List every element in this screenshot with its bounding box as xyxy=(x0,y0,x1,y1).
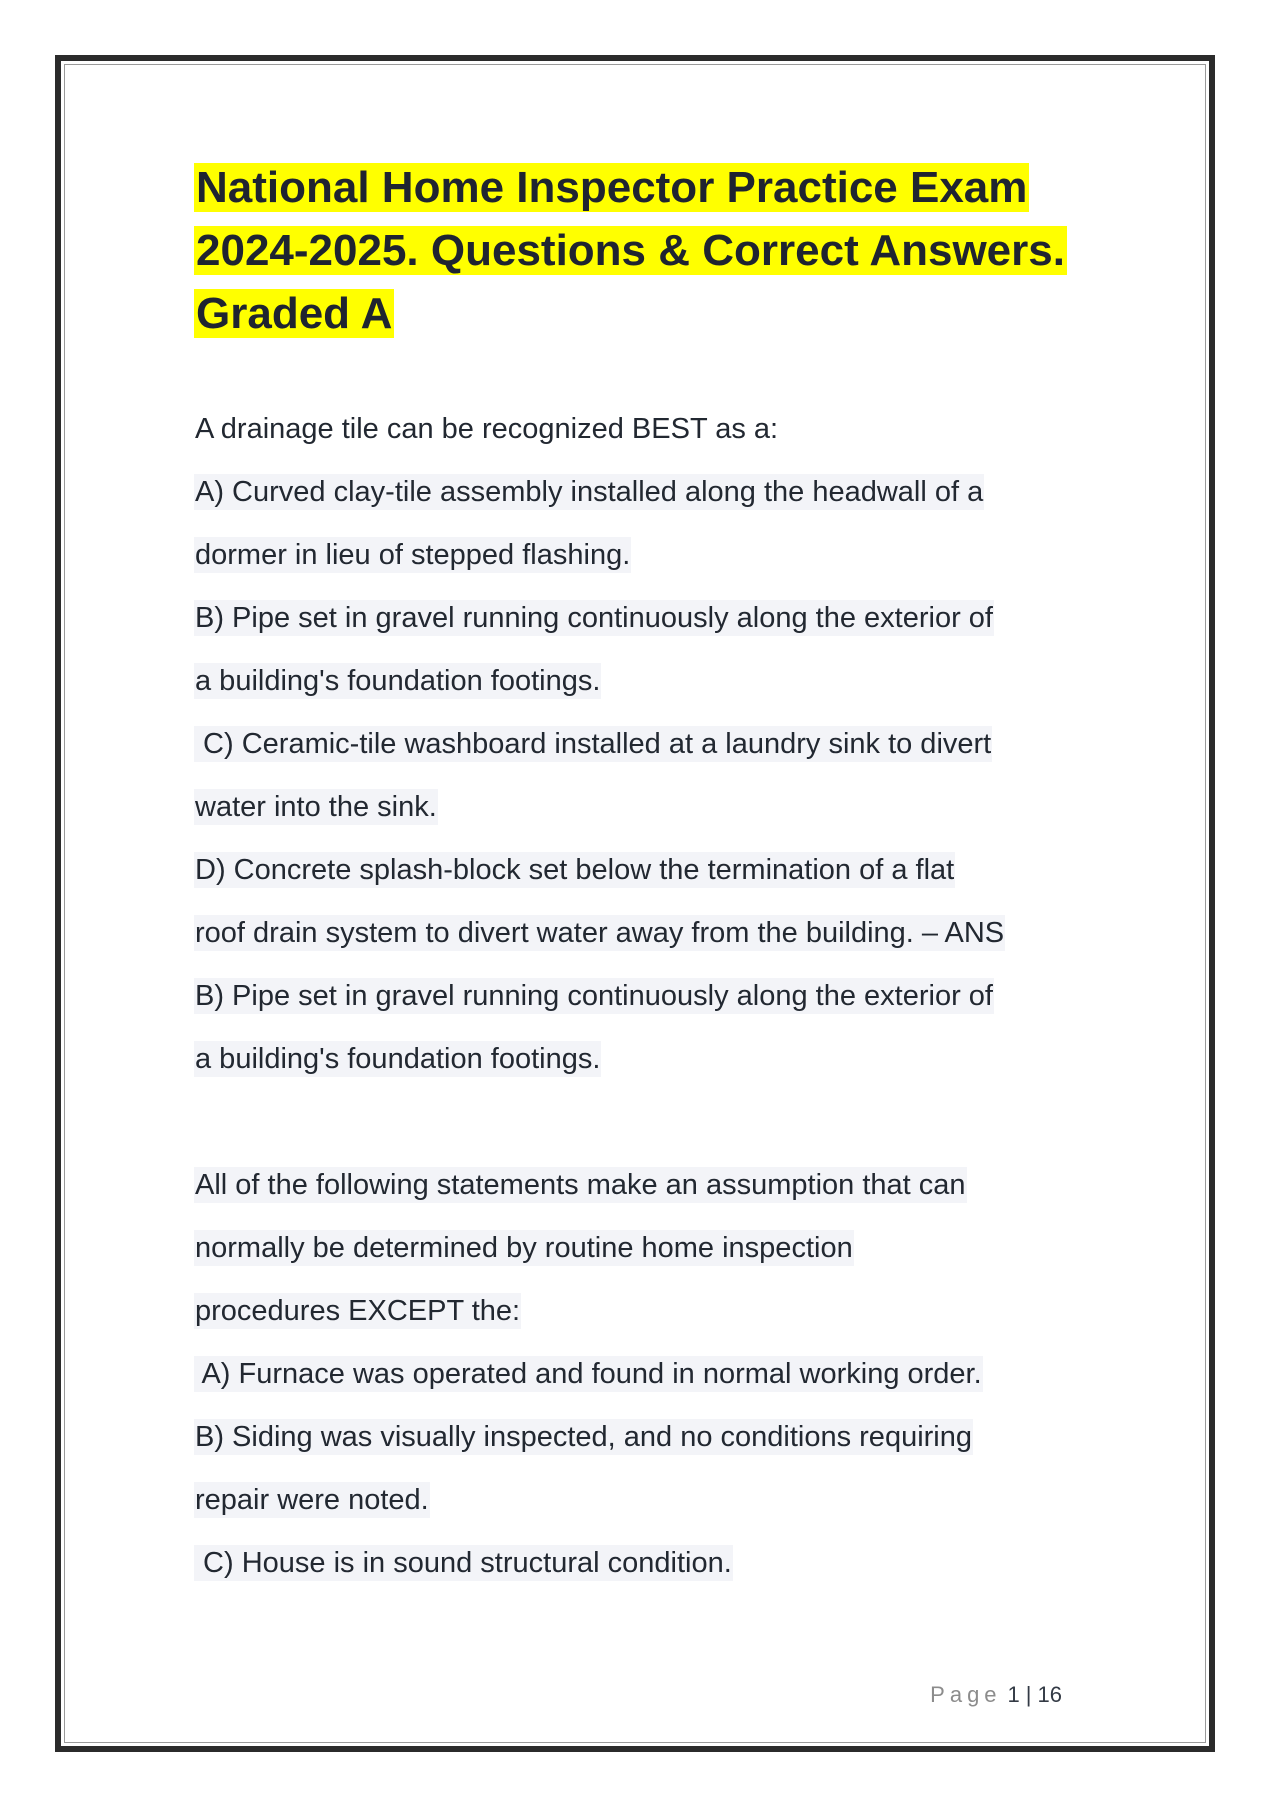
title-line-1: National Home Inspector Practice Exam xyxy=(196,163,1028,212)
question-1-line xyxy=(194,524,1094,587)
question-1-stem: A drainage tile can be recognized BEST as a: xyxy=(195,413,779,445)
option-a: A) Curved clay-tile assembly installed along the headwall of a xyxy=(195,476,984,508)
question-2 xyxy=(194,1154,1094,1595)
question-2-line xyxy=(194,1154,1094,1217)
question-2-stem: All of the following statements make an assumption that can xyxy=(195,1169,966,1201)
option-a-cont: dormer in lieu of stepped flashing. xyxy=(195,539,631,571)
question-1-line xyxy=(194,902,1094,965)
option-b: B) Pipe set in gravel running continuously along the exterior of xyxy=(195,602,993,634)
question-1-line xyxy=(194,461,1094,524)
answer: B) Pipe set in gravel running continuously along the exterior of xyxy=(195,980,993,1012)
total-pages: 16 xyxy=(1037,1682,1062,1707)
question-1-line xyxy=(194,587,1094,650)
question-1-line xyxy=(194,776,1094,839)
page-label: Page xyxy=(930,1682,1002,1707)
question-1 xyxy=(194,398,1094,1091)
page-footer xyxy=(930,1682,1062,1708)
question-2-stem-end: procedures EXCEPT the: xyxy=(195,1295,521,1327)
answer-cont: a building's foundation footings. xyxy=(195,1043,601,1075)
question-2-line xyxy=(194,1280,1094,1343)
question-2-line xyxy=(194,1343,1094,1406)
question-2-line xyxy=(194,1532,1094,1595)
page-separator: | xyxy=(1025,1682,1032,1707)
document-title xyxy=(194,156,1094,345)
option-c: C) House is in sound structural condition. xyxy=(195,1547,732,1579)
question-1-line xyxy=(194,650,1094,713)
question-2-line xyxy=(194,1469,1094,1532)
question-1-line xyxy=(194,839,1094,902)
question-2-line xyxy=(194,1406,1094,1469)
option-a: A) Furnace was operated and found in normal working order. xyxy=(195,1358,982,1390)
document-content xyxy=(194,156,1094,1595)
option-b-cont: a building's foundation footings. xyxy=(195,665,601,697)
question-2-stem-cont: normally be determined by routine home inspection xyxy=(195,1232,853,1264)
option-d-cont-answer: roof drain system to divert water away from the building. – ANS xyxy=(195,917,1005,949)
question-1-line xyxy=(194,965,1094,1028)
option-c-cont: water into the sink. xyxy=(195,791,437,823)
title-line-2: 2024-2025. Questions & Correct Answers. xyxy=(196,226,1065,275)
current-page-number: 1 xyxy=(1007,1682,1020,1707)
option-b-cont: repair were noted. xyxy=(195,1484,429,1516)
question-2-line xyxy=(194,1217,1094,1280)
question-1-line xyxy=(194,713,1094,776)
title-line-3: Graded A xyxy=(196,289,393,338)
question-1-line xyxy=(194,1028,1094,1091)
option-b: B) Siding was visually inspected, and no conditions requiring xyxy=(195,1421,972,1453)
option-c: C) Ceramic-tile washboard installed at a laundry sink to divert xyxy=(195,728,992,760)
option-d: D) Concrete splash-block set below the termination of a flat xyxy=(195,854,955,886)
question-1-line xyxy=(194,398,1094,461)
